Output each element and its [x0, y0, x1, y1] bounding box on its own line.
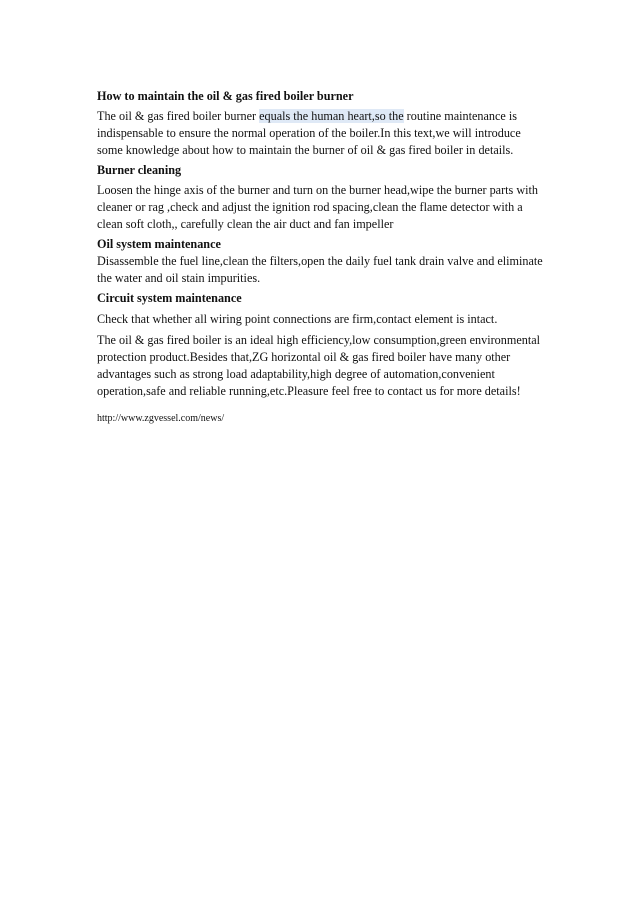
section-body-circuit-system: Check that whether all wiring point connections are firm,contact element is intact. [97, 312, 498, 326]
closing-paragraph: The oil & gas fired boiler is an ideal high efficiency,low consumption,green environmental protection product.Besides that,ZG horizontal oil & gas fired boiler have many other advantages such as strong load adaptability,high degree of automation,convenient operation,safe and reliable running,etc.Pleasure feel free to contact us for more details! [97, 333, 541, 398]
document-title: How to maintain the oil & gas fired boiler burner [97, 89, 354, 103]
section-heading-oil-system: Oil system maintenance [97, 237, 221, 251]
document-page [97, 88, 547, 426]
intro-text-end: routine maintenance is indispensable to ensure the normal operation of the boiler.In this text,we will introduce some knowledge about how to maintain the burner of oil & gas fired boiler in details. [97, 109, 521, 157]
section-heading-circuit-system: Circuit system maintenance [97, 291, 242, 305]
section-body-oil-system: Disassemble the fuel line,clean the filters,open the daily fuel tank drain valve and eliminate the water and oil stain impurities. [97, 254, 543, 285]
source-link[interactable]: http://www.zgvessel.com/news/ [97, 413, 225, 424]
selected-text-highlight[interactable]: equals the human heart,so the [259, 109, 404, 123]
intro-paragraph [97, 108, 547, 159]
section-heading-burner-cleaning: Burner cleaning [97, 163, 182, 177]
intro-text-start: The oil & gas fired boiler burner [97, 109, 260, 123]
section-body-burner-cleaning: Loosen the hinge axis of the burner and turn on the burner head,wipe the burner parts with cleaner or rag ,check and adjust the ignition rod spacing,clean the flame detector with a clean soft cloth,, carefully clean the air duct and fan impeller [97, 183, 538, 231]
